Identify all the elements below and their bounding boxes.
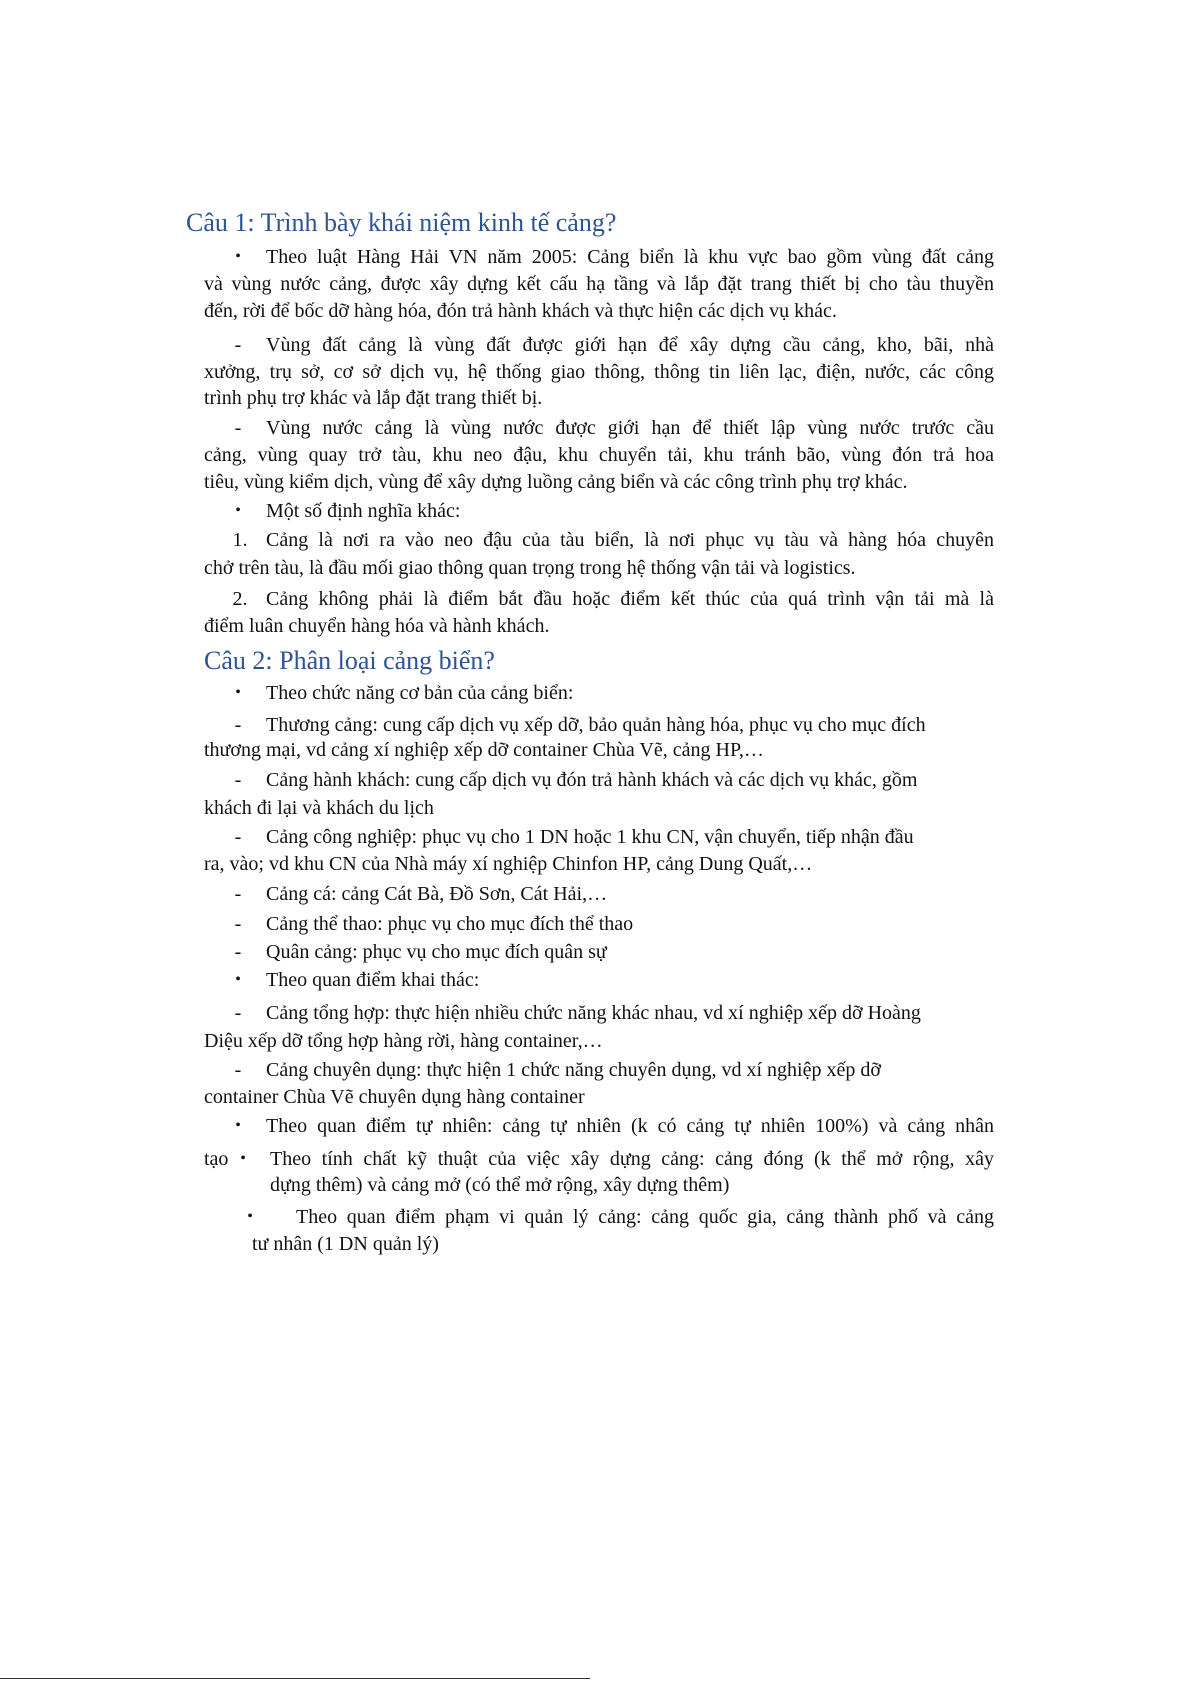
paragraph-line: container Chùa Vẽ chuyên dụng hàng container: [204, 1086, 585, 1108]
paragraph-line: trình phụ trợ khác và lắp đặt trang thiết bị.: [204, 387, 543, 409]
paragraph-line: Theo chức năng cơ bản của cảng biển:: [266, 682, 574, 704]
dash-marker: -: [234, 417, 242, 439]
dash-marker: -: [234, 883, 242, 905]
paragraph-line: đến, rời để bốc dỡ hàng hóa, đón trả hành khách và thực hiện các dịch vụ khác.: [204, 300, 837, 322]
paragraph-line: Cảng hành khách: cung cấp dịch vụ đón trả hành khách và các dịch vụ khác, gồm: [266, 769, 918, 791]
paragraph-line: Cảng thể thao: phục vụ cho mục đích thể thao: [266, 913, 634, 935]
number-marker: 1.: [232, 529, 248, 551]
footer-rule: [0, 1678, 590, 1679]
question-2-heading: Câu 2: Phân loại cảng biển?: [204, 646, 495, 675]
paragraph-line: Vùng nước cảng là vùng nước được giới hạn để thiết lập vùng nước trước cầu: [266, 417, 994, 439]
bullet-marker: •: [240, 1150, 246, 1167]
bullet-marker: •: [235, 248, 241, 265]
paragraph-line: điểm luân chuyển hàng hóa và hành khách.: [204, 615, 550, 637]
bullet-marker: •: [235, 684, 241, 701]
dash-marker: -: [234, 826, 242, 848]
dash-marker: -: [234, 334, 242, 356]
paragraph-line: Cảng là nơi ra vào neo đậu của tàu biển, là nơi phục vụ tàu và hàng hóa chuyên: [266, 529, 994, 551]
paragraph-line: Cảng cá: cảng Cát Bà, Đồ Sơn, Cát Hải,…: [266, 883, 608, 905]
paragraph-line: khách đi lại và khách du lịch: [204, 797, 434, 819]
paragraph-line: Một số định nghĩa khác:: [266, 500, 461, 522]
paragraph-line: dựng thêm) và cảng mở (có thể mở rộng, xây dựng thêm): [270, 1174, 730, 1196]
paragraph-line: Diệu xếp dỡ tổng hợp hàng rời, hàng container,…: [204, 1030, 603, 1052]
paragraph-line: Cảng không phải là điểm bắt đầu hoặc điểm kết thúc của quá trình vận tải mà là: [266, 588, 994, 610]
bullet-marker: •: [235, 502, 241, 519]
paragraph-line: Cảng tổng hợp: thực hiện nhiều chức năng khác nhau, vd xí nghiệp xếp dỡ Hoàng: [266, 1002, 921, 1024]
dash-marker: -: [234, 913, 242, 935]
paragraph-line: Theo tính chất kỹ thuật của việc xây dựng cảng: cảng đóng (k thể mở rộng, xây: [270, 1148, 994, 1170]
bullet-marker: •: [235, 971, 241, 988]
paragraph-line: tiêu, vùng kiểm dịch, vùng để xây dựng luồng cảng biển và các công trình phụ trợ khác.: [204, 471, 908, 493]
paragraph-line: tạo: [204, 1148, 229, 1170]
paragraph-line: xưởng, trụ sở, cơ sở dịch vụ, hệ thống giao thông, thông tin liên lạc, điện, nước, các công: [204, 361, 994, 383]
bullet-marker: •: [235, 1117, 241, 1134]
dash-marker: -: [234, 1002, 242, 1024]
paragraph-line: Theo quan điểm khai thác:: [266, 969, 480, 991]
bullet-marker: •: [247, 1208, 253, 1225]
paragraph-line: Theo luật Hàng Hải VN năm 2005: Cảng biển là khu vực bao gồm vùng đất cảng: [266, 246, 994, 268]
paragraph-line: cảng, vùng quay trở tàu, khu neo đậu, khu chuyển tải, khu tránh bão, vùng đón trả hoa: [204, 444, 994, 466]
paragraph-line: Theo quan điểm tự nhiên: cảng tự nhiên (k có cảng tự nhiên 100%) và cảng nhân: [266, 1115, 994, 1137]
paragraph-line: Cảng chuyên dụng: thực hiện 1 chức năng chuyên dụng, vd xí nghiệp xếp dỡ: [266, 1059, 881, 1081]
question-1-heading: Câu 1: Trình bày khái niệm kinh tế cảng?: [186, 208, 617, 237]
paragraph-line: Vùng đất cảng là vùng đất được giới hạn để xây dựng cầu cảng, kho, bãi, nhà: [266, 334, 994, 356]
paragraph-line: Theo quan điểm phạm vi quản lý cảng: cảng quốc gia, cảng thành phố và cảng: [296, 1206, 994, 1228]
paragraph-line: ra, vào; vd khu CN của Nhà máy xí nghiệp Chinfon HP, cảng Dung Quất,…: [204, 853, 813, 875]
paragraph-line: Quân cảng: phục vụ cho mục đích quân sự: [266, 941, 607, 963]
paragraph-line: tư nhân (1 DN quản lý): [252, 1233, 439, 1255]
paragraph-line: và vùng nước cảng, được xây dựng kết cấu hạ tầng và lắp đặt trang thiết bị cho tàu thuyền: [204, 273, 994, 295]
dash-marker: -: [234, 1059, 242, 1081]
paragraph-line: thương mại, vd cảng xí nghiệp xếp dỡ container Chùa Vẽ, cảng HP,…: [204, 739, 764, 761]
paragraph-line: chở trên tàu, là đầu mối giao thông quan trọng trong hệ thống vận tải và logistics.: [204, 557, 856, 579]
dash-marker: -: [234, 769, 242, 791]
number-marker: 2.: [232, 588, 248, 610]
dash-marker: -: [234, 941, 242, 963]
paragraph-line: Cảng công nghiệp: phục vụ cho 1 DN hoặc 1 khu CN, vận chuyển, tiếp nhận đầu: [266, 826, 914, 848]
paragraph-line: Thương cảng: cung cấp dịch vụ xếp dỡ, bảo quản hàng hóa, phục vụ cho mục đích: [266, 714, 926, 736]
dash-marker: -: [234, 714, 242, 736]
